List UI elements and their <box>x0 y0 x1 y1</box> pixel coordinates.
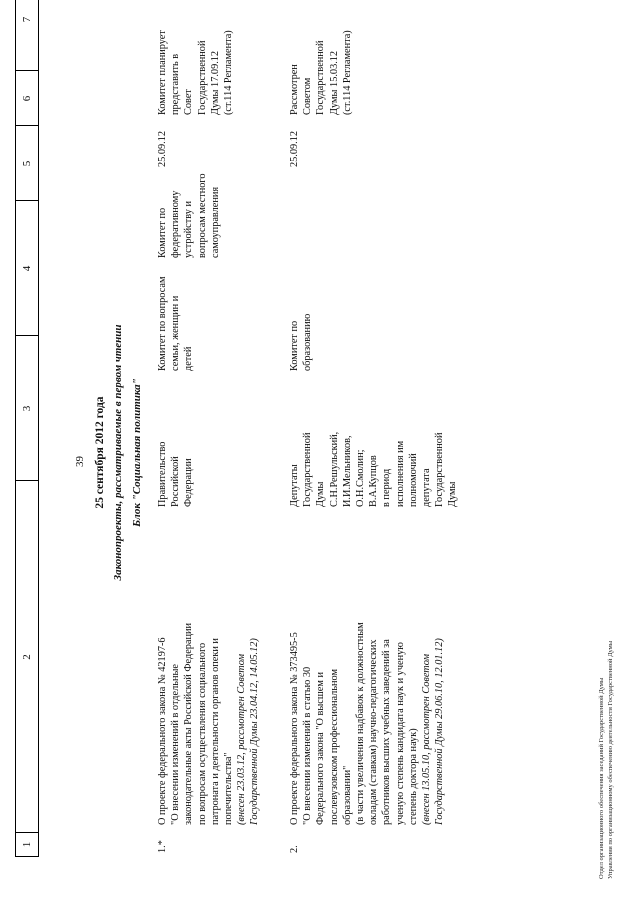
status-line: Думы 15.03.12 <box>328 50 340 115</box>
status-line: представить в <box>170 53 182 115</box>
status-note <box>156 30 235 115</box>
author-line: Государственной <box>434 432 446 507</box>
column-number: 1 <box>16 832 38 856</box>
project-line: О проекте федерального закона № 373495-5 <box>289 632 300 825</box>
footer-line: Управления по организационному обеспечению деятельности Государственной Думы <box>607 640 614 879</box>
co-committee-line: Комитет по <box>157 207 168 258</box>
author-line: Депутаты <box>289 464 300 507</box>
project-line: послевузовском профессиональном <box>328 669 340 825</box>
status-line: Совет <box>183 89 195 115</box>
committee-line: образованию <box>302 313 314 371</box>
column-number: 4 <box>16 200 38 336</box>
author-line: И.И.Мельников, <box>341 435 353 507</box>
column-number: 2 <box>16 480 38 833</box>
co-committee <box>156 173 222 258</box>
block-title: Блок "Социальная политика" <box>131 378 143 527</box>
project-line: (в части увеличения надбавок к должностным <box>355 622 367 825</box>
author-line: Думы <box>447 481 459 507</box>
co-committee-line: самоуправления <box>209 186 221 258</box>
status-line: (ст.114 Регламента) <box>223 30 235 115</box>
committee-line: детей <box>183 346 195 371</box>
status-line: Комитет планирует <box>157 30 168 115</box>
status-line: Советом <box>302 77 314 115</box>
project-line: работников высших учебных заведений за <box>381 639 393 825</box>
status-line: Думы 17.09.12 <box>209 50 221 115</box>
project-line: попечительства" <box>223 752 235 825</box>
author-line: Правительство <box>157 441 168 507</box>
project-line: О проекте федерального закона № 42197-6 <box>157 637 168 825</box>
author-line: В.А.Купцов <box>368 455 380 507</box>
project-line: Федерального закона "О высшем и <box>315 672 327 825</box>
section-title: Законопроекты, рассматриваемые в первом чтении <box>112 324 124 581</box>
column-number-header <box>15 0 39 857</box>
author-line: исполнения им <box>394 440 406 507</box>
project-line: окладам (ставкам) научно-педагогических <box>368 639 380 825</box>
status-line: Государственной <box>315 40 327 115</box>
project-description <box>288 520 446 825</box>
column-number: 6 <box>16 70 38 126</box>
project-line: по вопросам осуществления социального <box>196 642 208 825</box>
responsible-committee <box>156 277 196 372</box>
project-line: степень доктора наук) <box>407 728 419 825</box>
co-committee-line: федеративному <box>170 190 182 258</box>
page-number: 39 <box>74 456 86 467</box>
date-heading: 25 сентября 2012 года <box>94 396 106 509</box>
consideration-date: 25.09.12 <box>157 130 168 167</box>
project-line: законодательные акты Российской Федерации <box>183 622 195 825</box>
project-note-line: (внесен 13.05.10, рассмотрен Советом <box>421 653 433 825</box>
project-line: "О внесении изменений в статью 30 <box>302 666 314 825</box>
project-description <box>156 525 262 825</box>
author <box>156 442 196 507</box>
author-line: О.Н.Смолин; <box>355 449 367 507</box>
co-committee-line: устройству и <box>183 201 195 258</box>
author-line: полномочий <box>407 453 419 507</box>
committee-line: Комитет по <box>289 320 300 371</box>
author-line: Государственной <box>302 432 314 507</box>
author-line: Думы <box>315 481 327 507</box>
footer-line: Отдел организационного обеспечения заседаний Государственной Думы <box>598 677 605 879</box>
project-line: образовании" <box>341 765 353 825</box>
project-note-line: (внесен 23.03.12, рассмотрен Советом <box>236 653 248 825</box>
column-number: 7 <box>21 16 33 23</box>
consideration-date: 25.09.12 <box>289 130 300 167</box>
footer <box>597 641 615 879</box>
author-line: депутата <box>421 468 433 507</box>
status-line: Государственной <box>196 40 208 115</box>
row-number: 2. <box>289 845 300 853</box>
project-line: "О внесении изменений в отдельные <box>170 664 182 825</box>
status-line: Рассмотрен <box>289 64 300 115</box>
column-number: 3 <box>16 335 38 481</box>
row-number: 1.* <box>157 840 168 853</box>
responsible-committee <box>288 314 314 371</box>
project-note-line: Государственной Думы 29.06.10, 12.01.12) <box>434 638 446 825</box>
project-line: ученую степень кандидата наук и ученую <box>394 642 406 825</box>
status-line: (ст.114 Регламента) <box>341 30 353 115</box>
co-committee-line: вопросам местного <box>196 173 208 258</box>
author-line: в период <box>381 468 393 507</box>
author-line: Федерации <box>183 458 195 507</box>
status-note <box>288 30 354 115</box>
project-line: патроната и деятельности органов опеки и <box>209 638 221 825</box>
author <box>288 432 460 507</box>
project-note-line: Государственной Думы 23.04.12, 14.05.12) <box>249 638 261 825</box>
column-number: 5 <box>16 125 38 201</box>
committee-line: семьи, женщин и <box>170 295 182 371</box>
author-line: С.Н.Решульский, <box>328 431 340 507</box>
committee-line: Комитет по вопросам <box>157 276 168 371</box>
author-line: Российской <box>170 456 182 507</box>
